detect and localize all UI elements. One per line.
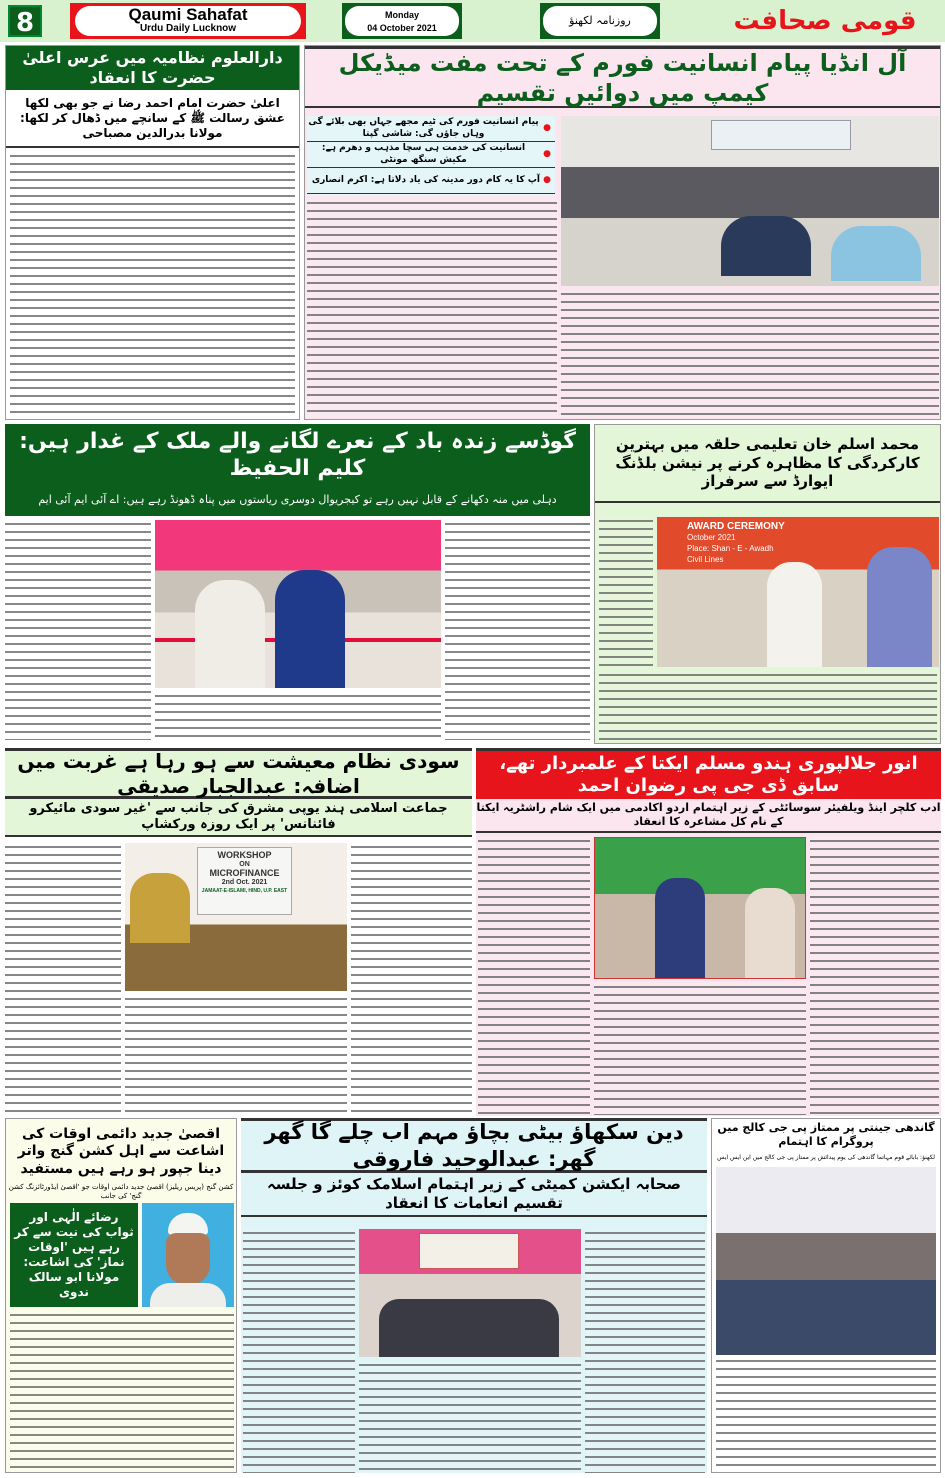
bullet-text: آپ کا یہ کام دور مدینہ کی یاد دلاتا ہے: اکرم انصاری [311,174,540,185]
headline: سودی نظام معیشت سے ہو رہا ہے غربت میں اضافہ: عبدالجبار صدیقی [5,751,472,799]
quote-box: رضائے الٰہی اور ثواب کی نیت سے کر رہے ہیں 'اوقات نماز' کی اشاعت: مولانا ابو سالک ندوی [10,1203,138,1307]
quiz-photo [359,1229,581,1357]
body-text [585,1229,705,1473]
subhead: دہلی میں منہ دکھانے کے قابل نہیں رہے تو کیجریوال دوسری ریاستوں میں پناہ ڈھونڈ رہے ہیں: اے آئی ایم آئی ایم [38,493,557,507]
date: 04 October 2021 [367,23,437,33]
headline: آل انڈیا پیام انسانیت فورم کے تحت مفت میڈیکل کیمپ میں دوائیں تقسیم [305,46,940,108]
day: Monday [384,10,419,20]
bullet-list [307,116,555,196]
banner-place: Place: Shan - E - Awadh [687,544,774,553]
photo-person [195,580,265,688]
article-gandhi [711,1118,941,1473]
portrait-photo [142,1203,234,1307]
headline: دارالعلوم نظامیہ میں عرس اعلیٰ حضرت کا انعقاد [6,46,299,90]
body-text [307,199,557,417]
banner-date: October 2021 [687,533,736,542]
subhead: ادب کلچر اینڈ ویلفیئر سوسائٹی کے زیر اہتمام اردو اکادمی میں ایک شام راشٹریہ ایکتا کے نام کل مشاعرہ کا انعقاد [476,799,941,833]
college-event-photo [716,1167,936,1355]
body-text [445,520,590,740]
photo-people [379,1299,559,1357]
banner-line: MICROFINANCE [209,868,280,878]
body-text [243,1229,355,1473]
banner-title: AWARD CEREMONY [687,521,785,532]
bullet-text: پیام انسانیت فورم کی ٹیم مجھے جہاں بھی بلائے گی وہاں جاؤں گی: شاشی گپتا [308,117,539,139]
photo-person [275,570,345,688]
headline: انور جلالپوری ہندو مسلم ایکتا کے علمبردار تھے، سابق ڈی جی پی رضوان احمد [476,751,941,799]
body-text [599,517,653,667]
article-deen [241,1118,707,1473]
article-aslam-khan [594,424,941,744]
award-photo [657,517,939,667]
photo-banner [197,847,292,915]
body-text [716,1357,936,1469]
body-text [125,995,347,1115]
article-aqsa [5,1118,237,1473]
headline-box [5,424,590,516]
subhead: اعلیٰ حضرت امام احمد رضا نے جو بھی لکھا عشق رسالت ﷺ کے سانچے میں ڈھال کر لکھا: مولانا بدرالدین مصباحی [6,90,299,148]
bullet-item: ● آپ کا یہ کام دور مدینہ کی یاد دلاتا ہے: اکرم انصاری [307,168,555,194]
headline: اقصیٰ جدید دائمی اوقات کی اشاعت سے اہل کشن گنج واتر دینا جپور ہو رہے ہیں مستفید [17,1125,225,1177]
headline: دین سکھاؤ بیٹی بچاؤ مہم اب چلے گا گھر گھر: عبدالوحید فاروقی [241,1121,707,1173]
workshop-photo [125,843,347,991]
masthead [0,0,945,42]
body-text [10,152,295,417]
photo-banner [687,521,847,565]
body-text [155,692,441,740]
photo-person [745,888,795,979]
face [166,1233,210,1285]
body-text [351,843,472,1115]
body-text [359,1361,581,1473]
photo-person [721,216,811,276]
article-medical-camp [304,45,941,420]
photo-banner [711,120,851,150]
photo-person [655,878,705,979]
page-number: 8 [8,5,42,37]
headline: گوڈسے زندہ باد کے نعرے لگانے والے ملک کے غدار ہیں: کلیم الحفیظ [19,428,576,481]
roznama-box [540,3,660,39]
roznama-label: روزنامہ لکھنؤ [543,6,657,36]
photo-person [867,547,932,667]
paper-name-en: Qaumi Sahafat [128,5,248,24]
headline: محمد اسلم خان تعلیمی حلقہ میں بہترین کارکردگی کا مظاہرہ کرنے پر نیشن بلڈنگ ایوارڈ سے سرفراز [595,425,940,503]
bullet-item: ● انسانیت کی خدمت ہی سچا مذہب و دھرم ہے: مکیش سنگھ مونٹی [307,142,555,168]
paper-name-ur: قومی صحافت [733,5,917,36]
article-anwar [476,748,941,1116]
shirt [150,1283,226,1307]
banner-line: ON [239,861,250,868]
body-text [599,671,937,741]
photo-person [767,562,822,667]
medical-camp-photo [561,116,939,286]
english-nameplate [70,3,306,39]
body-text [810,837,939,1115]
photo-person [130,873,190,943]
body-text [594,983,806,1115]
article-kaleem [5,424,590,744]
bullet-text: انسانیت کی خدمت ہی سچا مذہب و دھرم ہے: مکیش سنگھ مونٹی [321,143,526,165]
article-sood [5,748,472,1116]
bullet-item: ● پیام انسانیت فورم کی ٹیم مجھے جہاں بھی بلائے گی وہاں جاؤں گی: شاشی گپتا [307,116,555,142]
photo-banner [419,1233,519,1269]
banner-venue: Civil Lines [687,555,724,564]
paper-tagline: Urdu Daily Lucknow [139,23,237,34]
body-text [561,290,939,417]
photo-person [831,226,921,281]
banner-line: WORKSHOP [217,850,272,860]
inauguration-photo [155,520,441,688]
body-text [478,837,590,1115]
subhead: صحابہ ایکشن کمیٹی کے زیر اہتمام اسلامک کوئز و جلسہ تقسیم انعامات کا انعقاد [241,1173,707,1217]
dateline: کشن گنج (پریس ریلیز) اقصیٰ جدید دائمی اوقات جو 'اقصیٰ ایڈورٹائزنگ کشن گنج' کی جانب [8,1183,234,1200]
body-text [10,1311,234,1469]
subhead: جماعت اسلامی ہند یوپی مشرق کی جانب سے 'غیر سودی مائیکرو فائنانس' پر ایک روزہ ورکشاپ [5,799,472,837]
article-darul-uloom [5,45,300,420]
date-box [342,3,462,39]
banner-line: 2nd Oct. 2021 [221,879,268,886]
dateline: لکھنؤ: بابائے قوم مہاتما گاندھی کی یوم پیدائش پر ممتاز پی جی کالج میں این ایس ایس [717,1154,935,1162]
body-text [5,843,121,1115]
headline: گاندھی جینتی پر ممتاز پی جی کالج میں پروگرام کا اہتمام [717,1121,935,1148]
body-text [5,520,151,740]
cap [168,1213,208,1235]
mushaira-photo [594,837,806,979]
banner-line: JAMAAT-E-ISLAMI, HIND, U.P. EAST [201,888,288,894]
